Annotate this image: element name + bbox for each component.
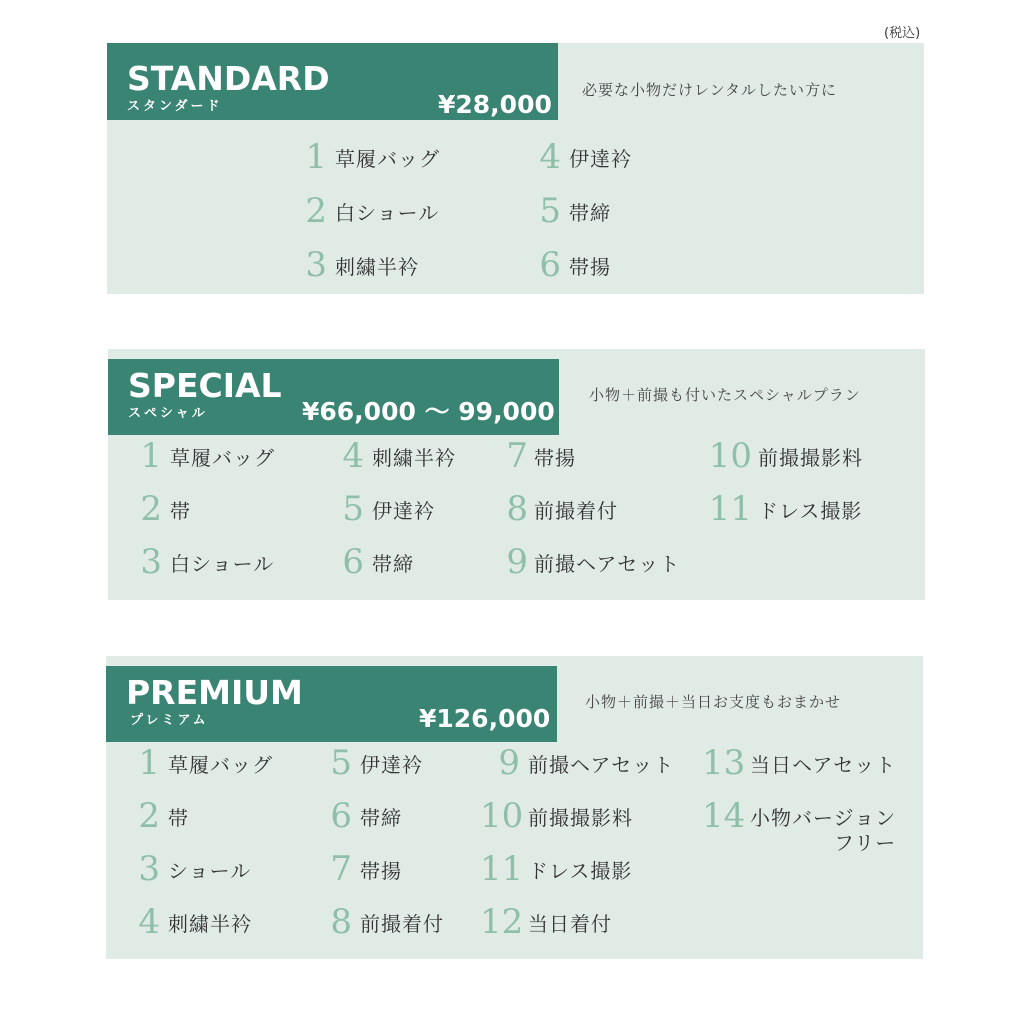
list-item bbox=[328, 743, 423, 783]
item-number: 1 bbox=[140, 436, 162, 476]
item-label bbox=[750, 799, 896, 856]
list-item bbox=[328, 796, 402, 836]
list-item bbox=[506, 489, 618, 529]
item-label: 帯揚 bbox=[360, 859, 402, 883]
item-label-line2: フリー bbox=[834, 831, 897, 855]
item-label: 帯締 bbox=[569, 201, 611, 225]
item-label: 帯締 bbox=[372, 552, 414, 576]
list-item bbox=[138, 542, 275, 582]
plan-kana: プレミアム bbox=[130, 713, 209, 728]
item-number: 6 bbox=[342, 542, 364, 582]
list-item bbox=[305, 191, 440, 231]
list-item bbox=[305, 137, 440, 177]
item-number: 7 bbox=[506, 436, 528, 476]
item-number: 5 bbox=[539, 191, 561, 231]
list-item bbox=[340, 542, 414, 582]
item-number: 2 bbox=[140, 489, 162, 529]
plan-title: STANDARD bbox=[127, 59, 330, 98]
tax-note: (税込) bbox=[884, 26, 921, 41]
item-label: 当日着付 bbox=[528, 912, 612, 936]
plan-special bbox=[108, 349, 925, 600]
item-number: 4 bbox=[539, 137, 561, 177]
item-number: 14 bbox=[702, 796, 746, 836]
list-item bbox=[480, 743, 675, 783]
item-number: 3 bbox=[305, 245, 327, 285]
item-number: 10 bbox=[708, 436, 752, 476]
plan-description: 小物＋前撮も付いたスペシャルプラン bbox=[589, 386, 861, 404]
item-label: 伊達衿 bbox=[569, 147, 632, 171]
plan-header bbox=[106, 666, 557, 742]
list-item bbox=[136, 743, 273, 783]
plan-premium bbox=[106, 656, 923, 959]
plan-standard bbox=[107, 43, 924, 294]
item-label: 前撮撮影料 bbox=[528, 806, 633, 830]
plan-description: 小物＋前撮＋当日お支度もおまかせ bbox=[585, 693, 842, 711]
list-item bbox=[305, 245, 419, 285]
item-label: 前撮着付 bbox=[534, 499, 618, 523]
list-item bbox=[328, 849, 402, 889]
item-number: 7 bbox=[330, 849, 352, 889]
item-label: ドレス撮影 bbox=[528, 859, 633, 883]
plan-price: ¥126,000 bbox=[419, 704, 551, 733]
item-label: 草履バッグ bbox=[170, 446, 275, 470]
item-number: 6 bbox=[330, 796, 352, 836]
plan-price: ¥28,000 bbox=[438, 90, 552, 119]
list-item bbox=[328, 902, 444, 942]
item-label: 草履バッグ bbox=[335, 147, 440, 171]
list-item bbox=[539, 245, 611, 285]
list-item bbox=[506, 542, 681, 582]
list-item bbox=[136, 796, 189, 836]
plan-title: SPECIAL bbox=[128, 366, 282, 405]
item-number: 1 bbox=[138, 743, 160, 783]
list-item bbox=[136, 849, 252, 889]
item-label: 帯 bbox=[170, 499, 191, 523]
list-item bbox=[340, 489, 435, 529]
item-number: 2 bbox=[305, 191, 327, 231]
item-number: 3 bbox=[140, 542, 162, 582]
item-label: 前撮ヘアセット bbox=[528, 753, 675, 777]
item-label: 白ショール bbox=[170, 552, 275, 576]
item-number: 12 bbox=[480, 902, 524, 942]
item-number: 9 bbox=[498, 743, 520, 783]
item-number: 2 bbox=[138, 796, 160, 836]
item-label: 前撮撮影料 bbox=[758, 446, 863, 470]
list-item bbox=[138, 436, 275, 476]
plan-header bbox=[108, 359, 559, 435]
list-item bbox=[136, 902, 252, 942]
item-label: 刺繍半衿 bbox=[335, 255, 419, 279]
item-number: 8 bbox=[330, 902, 352, 942]
list-item bbox=[138, 489, 191, 529]
item-number: 1 bbox=[305, 137, 327, 177]
item-number: 8 bbox=[506, 489, 528, 529]
list-item bbox=[480, 902, 612, 942]
item-number: 6 bbox=[539, 245, 561, 285]
item-label-line1: 小物バージョン bbox=[750, 806, 897, 830]
list-item bbox=[480, 849, 633, 889]
item-label: ショール bbox=[168, 859, 252, 883]
item-label: 帯揚 bbox=[569, 255, 611, 279]
item-number: 11 bbox=[708, 489, 752, 529]
item-number: 13 bbox=[702, 743, 746, 783]
list-item bbox=[480, 796, 633, 836]
item-number: 4 bbox=[138, 902, 160, 942]
plan-description: 必要な小物だけレンタルしたい方に bbox=[582, 81, 838, 99]
item-number: 10 bbox=[480, 796, 524, 836]
list-item bbox=[539, 137, 632, 177]
item-number: 5 bbox=[342, 489, 364, 529]
item-number: 5 bbox=[330, 743, 352, 783]
plan-price: ¥66,000 ～ 99,000 bbox=[302, 397, 555, 426]
item-label: 前撮着付 bbox=[360, 912, 444, 936]
item-label: 伊達衿 bbox=[372, 499, 435, 523]
item-label: 草履バッグ bbox=[168, 753, 273, 777]
list-item bbox=[340, 436, 456, 476]
list-item bbox=[539, 191, 611, 231]
item-label: 帯締 bbox=[360, 806, 402, 830]
item-label: 前撮ヘアセット bbox=[534, 552, 681, 576]
plan-title: PREMIUM bbox=[126, 673, 303, 712]
list-item bbox=[506, 436, 576, 476]
item-number: 4 bbox=[342, 436, 364, 476]
list-item bbox=[708, 489, 863, 529]
list-item bbox=[702, 743, 897, 783]
item-label: ドレス撮影 bbox=[758, 499, 863, 523]
item-number: 9 bbox=[506, 542, 528, 582]
item-label: 当日ヘアセット bbox=[750, 753, 897, 777]
item-label: 伊達衿 bbox=[360, 753, 423, 777]
item-label: 刺繍半衿 bbox=[372, 446, 456, 470]
plan-kana: スペシャル bbox=[128, 406, 208, 421]
item-label: 白ショール bbox=[335, 201, 440, 225]
item-number: 11 bbox=[480, 849, 524, 889]
plan-kana: スタンダード bbox=[127, 99, 223, 114]
list-item bbox=[708, 436, 863, 476]
item-label: 刺繍半衿 bbox=[168, 912, 252, 936]
item-label: 帯 bbox=[168, 806, 189, 830]
list-item bbox=[702, 796, 897, 856]
item-number: 3 bbox=[138, 849, 160, 889]
item-label: 帯揚 bbox=[534, 446, 576, 470]
plan-header bbox=[107, 43, 558, 120]
